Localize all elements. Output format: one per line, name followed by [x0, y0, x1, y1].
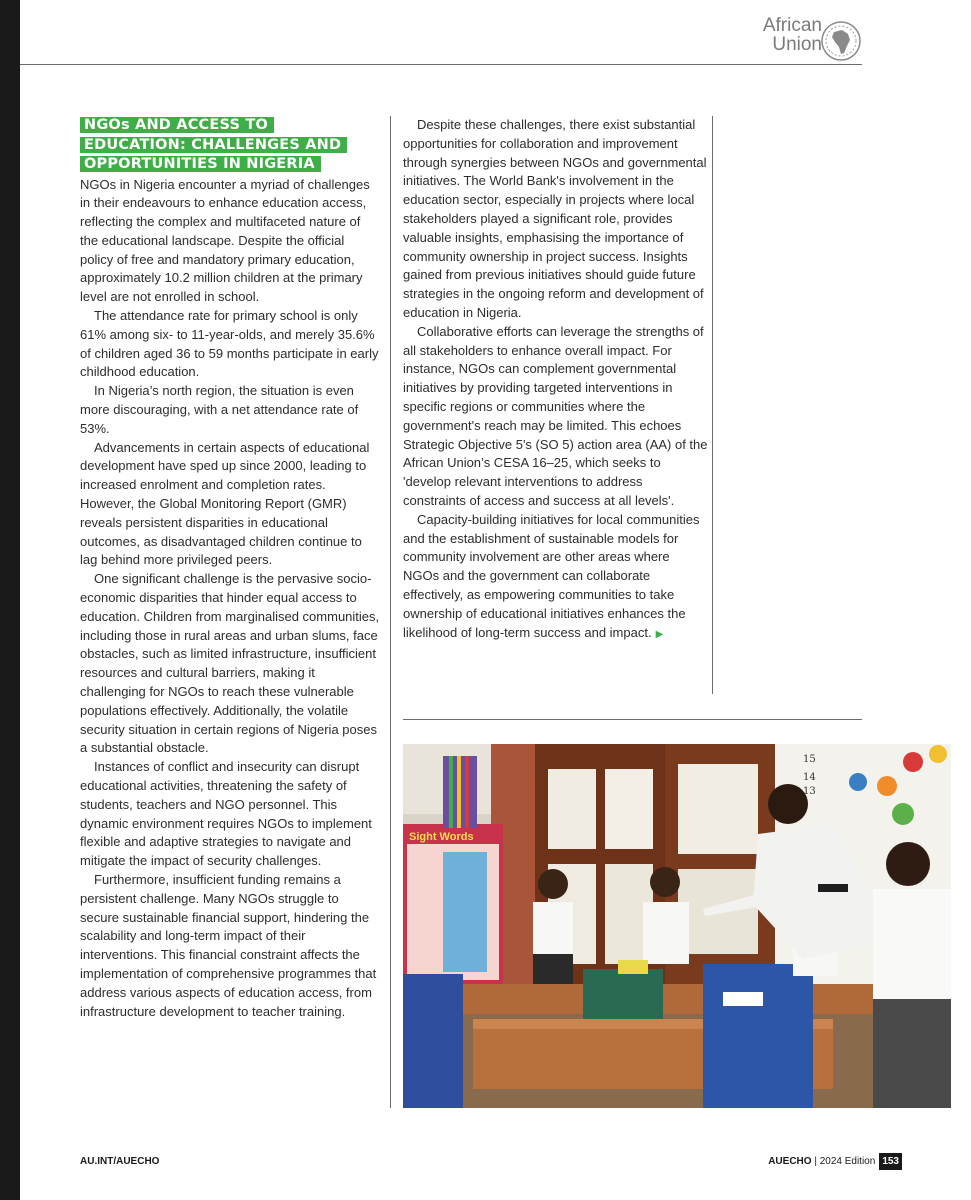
child-shirt [533, 902, 573, 957]
child-head [886, 842, 930, 886]
logo-line-1: African [762, 15, 822, 36]
african-union-emblem-icon [820, 20, 862, 62]
flower-decoration [877, 776, 897, 796]
paragraph: The attendance rate for primary school is only 61% among six- to 11-year-olds, and merely 35.6% of children aged 36 to 59 months participate in early childhood education. [80, 308, 379, 380]
teacher-head [768, 784, 808, 824]
heading-line-1: NGOs AND ACCESS TO [80, 117, 274, 133]
paragraph: Advancements in certain aspects of educational development have sped up since 2000, leading to increased enrolment and completion rates. However, the Global Monitoring Report (GMR) reveals persistent disparities in educational outcomes, as disadvantaged children continue to lag behind more privileged peers. [80, 439, 370, 568]
child-shirt [643, 902, 689, 964]
blue-chair [403, 974, 463, 1108]
heading-line-3: OPPORTUNITIES IN NIGERIA [80, 156, 321, 172]
paragraph: Despite these challenges, there exist substantial opportunities for collaboration and improvement through synergies between NGOs and governmental initiatives. The World Bank's involvement in the education sector, especially in projects where local stakeholders played a significant role, provides valuable insights, emphasising the importance of community ownership in project success. Insights gained from previous initiatives should guide future strategies in the ongoing reform and development of education in Nigeria. [403, 117, 707, 320]
flower-decoration [903, 752, 923, 772]
paragraph [403, 511, 708, 645]
paragraph: Collaborative efforts can leverage the strengths of all stakeholders to enhance overall impact. For instance, NGOs can complement governmental initiatives by providing targeted interventions in specific regions or communities where the government's reach may be limited. This echoes Strategic Objective 5's (SO 5) action area (AA) of the African Union’s CESA 16–25, which seeks to 'develop relevant interventions to address constraints of access and success at all levels'. [403, 323, 708, 508]
flower-decoration [892, 803, 914, 825]
wall-number: 13 [803, 786, 816, 797]
wall-number: 14 [803, 772, 816, 783]
teacher-belt [818, 884, 848, 892]
paragraph: Instances of conflict and insecurity can disrupt educational activities, threatening the safety of students, teachers and NGO personnel. This dynamic environment requires NGOs to implement flexible and adaptive strategies to navigate and mitigate the impact of security challenges. [80, 759, 372, 869]
child-skirt [533, 954, 573, 984]
heading-line-2: EDUCATION: CHALLENGES AND [80, 137, 347, 153]
flower-decoration [849, 773, 867, 791]
green-chair [583, 969, 663, 1019]
paragraph: In Nigeria’s north region, the situation is even more discouraging, with a net attendance rate of 53%. [80, 383, 359, 436]
child-trousers [873, 999, 951, 1108]
door-window-2 [605, 769, 653, 849]
papers [723, 992, 763, 1006]
footer-brand: AUECHO [768, 1156, 812, 1167]
magazine-page [20, 0, 971, 1200]
column-divider-left [390, 116, 391, 1108]
footer-edition [720, 1153, 902, 1170]
blue-chair [703, 964, 813, 1108]
child-head [538, 869, 568, 899]
child-shirt [873, 889, 951, 999]
header-rule [20, 64, 862, 65]
sight-words-title: Sight Words [409, 831, 474, 843]
column-divider-right [712, 116, 713, 694]
right-body-text [403, 116, 708, 644]
back-desk [463, 984, 883, 1014]
footer-url: AU.INT/AUECHO [80, 1156, 160, 1167]
paragraph-text: Capacity-building initiatives for local communities and the establishment of sustainable models for community involvement are other areas where NGOs and the government can collaborate effectively, as empowering communities to take ownership of educational initiatives enhances the likelihood of long-term success and impact. [403, 511, 700, 640]
left-body-text [80, 176, 380, 1022]
paragraph: Furthermore, insufficient funding remains a persistent challenge. Many NGOs struggle to secure sustainable financial support, hindering the scalability and long-term impact of their interventions. This financial constraint affects the implementation of comprehensive programmes that address various aspects of education access, from infrastructure development to teacher training. [80, 871, 377, 1019]
chart-blue-list [443, 852, 487, 972]
yellow-book [618, 960, 648, 974]
left-column [80, 116, 380, 1021]
page-number: 153 [879, 1153, 902, 1170]
african-union-logo-text [748, 16, 822, 54]
classroom-photo [403, 744, 951, 1108]
paragraph: NGOs in Nigeria encounter a myriad of challenges in their endeavours to enhance education access, reflecting the complex and multifaceted nature of the educational landscape. Despite the official policy of free and mandatory primary education, approximately 10.2 million children at the primary level are not enrolled in school. [80, 176, 370, 305]
paragraph: One significant challenge is the pervasive socio-economic disparities that hinder equal access to education. Children from marginalised communities, including those in rural areas and urban slums, face obstacles, such as limited infrastructure, insufficient resources and cultural barriers, making it challenging for NGOs to reach these vulnerable populations effectively. Additionally, the volatile security situation in certain regions of Nigeria poses a substantial obstacle. [80, 571, 380, 756]
logo-line-2: Union [772, 34, 822, 55]
door-window-1 [548, 769, 596, 849]
side-door-window [678, 764, 758, 854]
footer-edition-text: | 2024 Edition [811, 1156, 876, 1167]
article-heading [80, 116, 370, 175]
right-column [403, 116, 708, 644]
child-head [650, 867, 680, 897]
flower-decoration [929, 745, 947, 763]
photo-rule [403, 719, 862, 720]
continue-arrow-icon: ▶ [655, 628, 664, 640]
wall-number: 15 [803, 754, 816, 765]
